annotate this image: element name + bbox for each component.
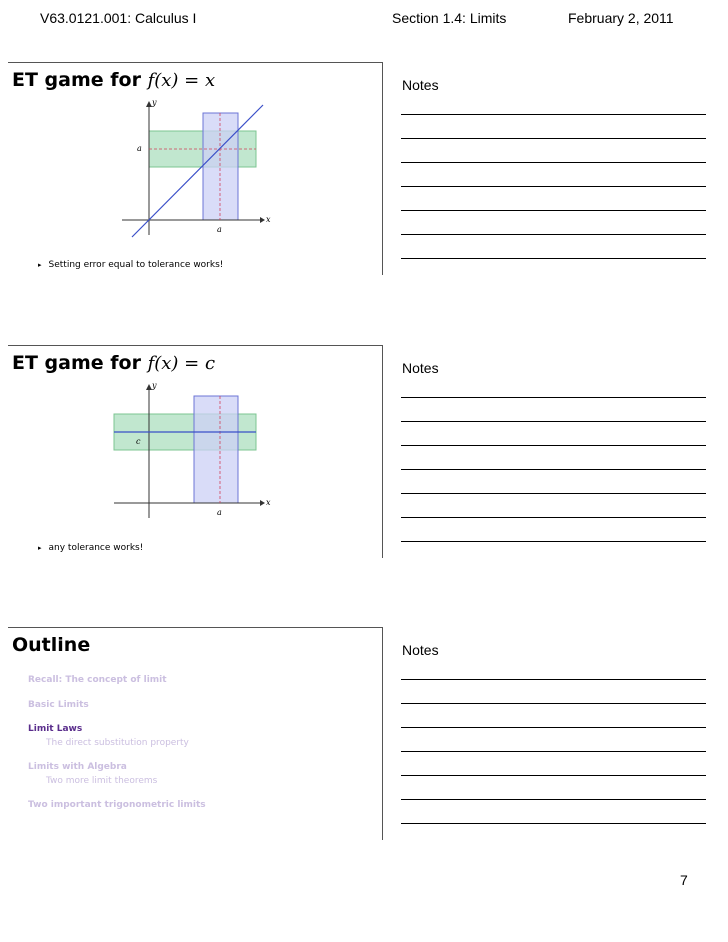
note-line xyxy=(401,823,706,824)
bullet-item xyxy=(38,543,143,553)
y-axis-label: y xyxy=(152,98,157,107)
note-line xyxy=(401,493,706,494)
note-line xyxy=(401,114,706,115)
outline-item-basic-limits: Basic Limits xyxy=(28,700,89,710)
note-line xyxy=(401,541,706,542)
note-line xyxy=(401,421,706,422)
x-axis-arrow-icon xyxy=(260,500,265,506)
note-line xyxy=(401,397,706,398)
bullet-item xyxy=(38,260,223,270)
slide-title: Outline xyxy=(12,634,91,656)
date: February 2, 2011 xyxy=(568,10,674,26)
slide-title-text: ET game for xyxy=(12,69,148,91)
y-axis-label: y xyxy=(152,381,157,390)
note-line xyxy=(401,727,706,728)
note-line xyxy=(401,162,706,163)
note-line xyxy=(401,445,706,446)
note-line xyxy=(401,517,706,518)
c-label: c xyxy=(136,437,141,446)
et-game-plot xyxy=(108,85,278,245)
course-title: V63.0121.001: Calculus I xyxy=(40,10,197,26)
page-number: 7 xyxy=(680,872,688,888)
tolerance-band xyxy=(194,396,238,503)
outline-item-limits-with-algebra: Limits with Algebra xyxy=(28,762,127,772)
note-line xyxy=(401,469,706,470)
outline-item-trig-limits: Two important trigonometric limits xyxy=(28,800,206,810)
note-line xyxy=(401,799,706,800)
bullet-triangle-icon: ▸ xyxy=(38,261,42,269)
a-label-x: a xyxy=(217,508,222,517)
bullet-text: any tolerance works! xyxy=(48,543,144,553)
note-line xyxy=(401,703,706,704)
note-line xyxy=(401,775,706,776)
note-line xyxy=(401,138,706,139)
note-line xyxy=(401,258,706,259)
tolerance-band xyxy=(203,113,238,220)
notes-label: Notes xyxy=(402,77,439,93)
outline-subitem-direct-substitution: The direct substitution property xyxy=(46,738,189,748)
note-line xyxy=(401,751,706,752)
slide-et-game-fx-c xyxy=(8,345,383,558)
notes-label: Notes xyxy=(402,642,439,658)
note-line xyxy=(401,186,706,187)
x-axis-arrow-icon xyxy=(260,217,265,223)
a-label-y: a xyxy=(137,144,142,153)
slide-outline xyxy=(8,627,383,840)
slide-et-game-fx-x xyxy=(8,62,383,275)
bullet-triangle-icon: ▸ xyxy=(38,544,42,552)
section-title: Section 1.4: Limits xyxy=(392,10,507,26)
outline-item-recall: Recall: The concept of limit xyxy=(28,675,167,685)
outline-subitem-two-more-limit-theorems: Two more limit theorems xyxy=(46,776,158,786)
function-line xyxy=(132,105,263,237)
note-line xyxy=(401,234,706,235)
notes-label: Notes xyxy=(402,360,439,376)
bullet-text: Setting error equal to tolerance works! xyxy=(48,260,224,270)
x-axis-label: x xyxy=(266,498,271,507)
note-line xyxy=(401,679,706,680)
slide-title-math: f(x) = x xyxy=(147,70,216,91)
a-label-x: a xyxy=(217,225,222,234)
slide-title-math: f(x) = c xyxy=(147,353,216,374)
et-game-plot xyxy=(108,368,278,528)
outline-item-limit-laws: Limit Laws xyxy=(28,724,83,734)
slide-title-text: ET game for xyxy=(12,352,148,374)
x-axis-label: x xyxy=(266,215,271,224)
note-line xyxy=(401,210,706,211)
